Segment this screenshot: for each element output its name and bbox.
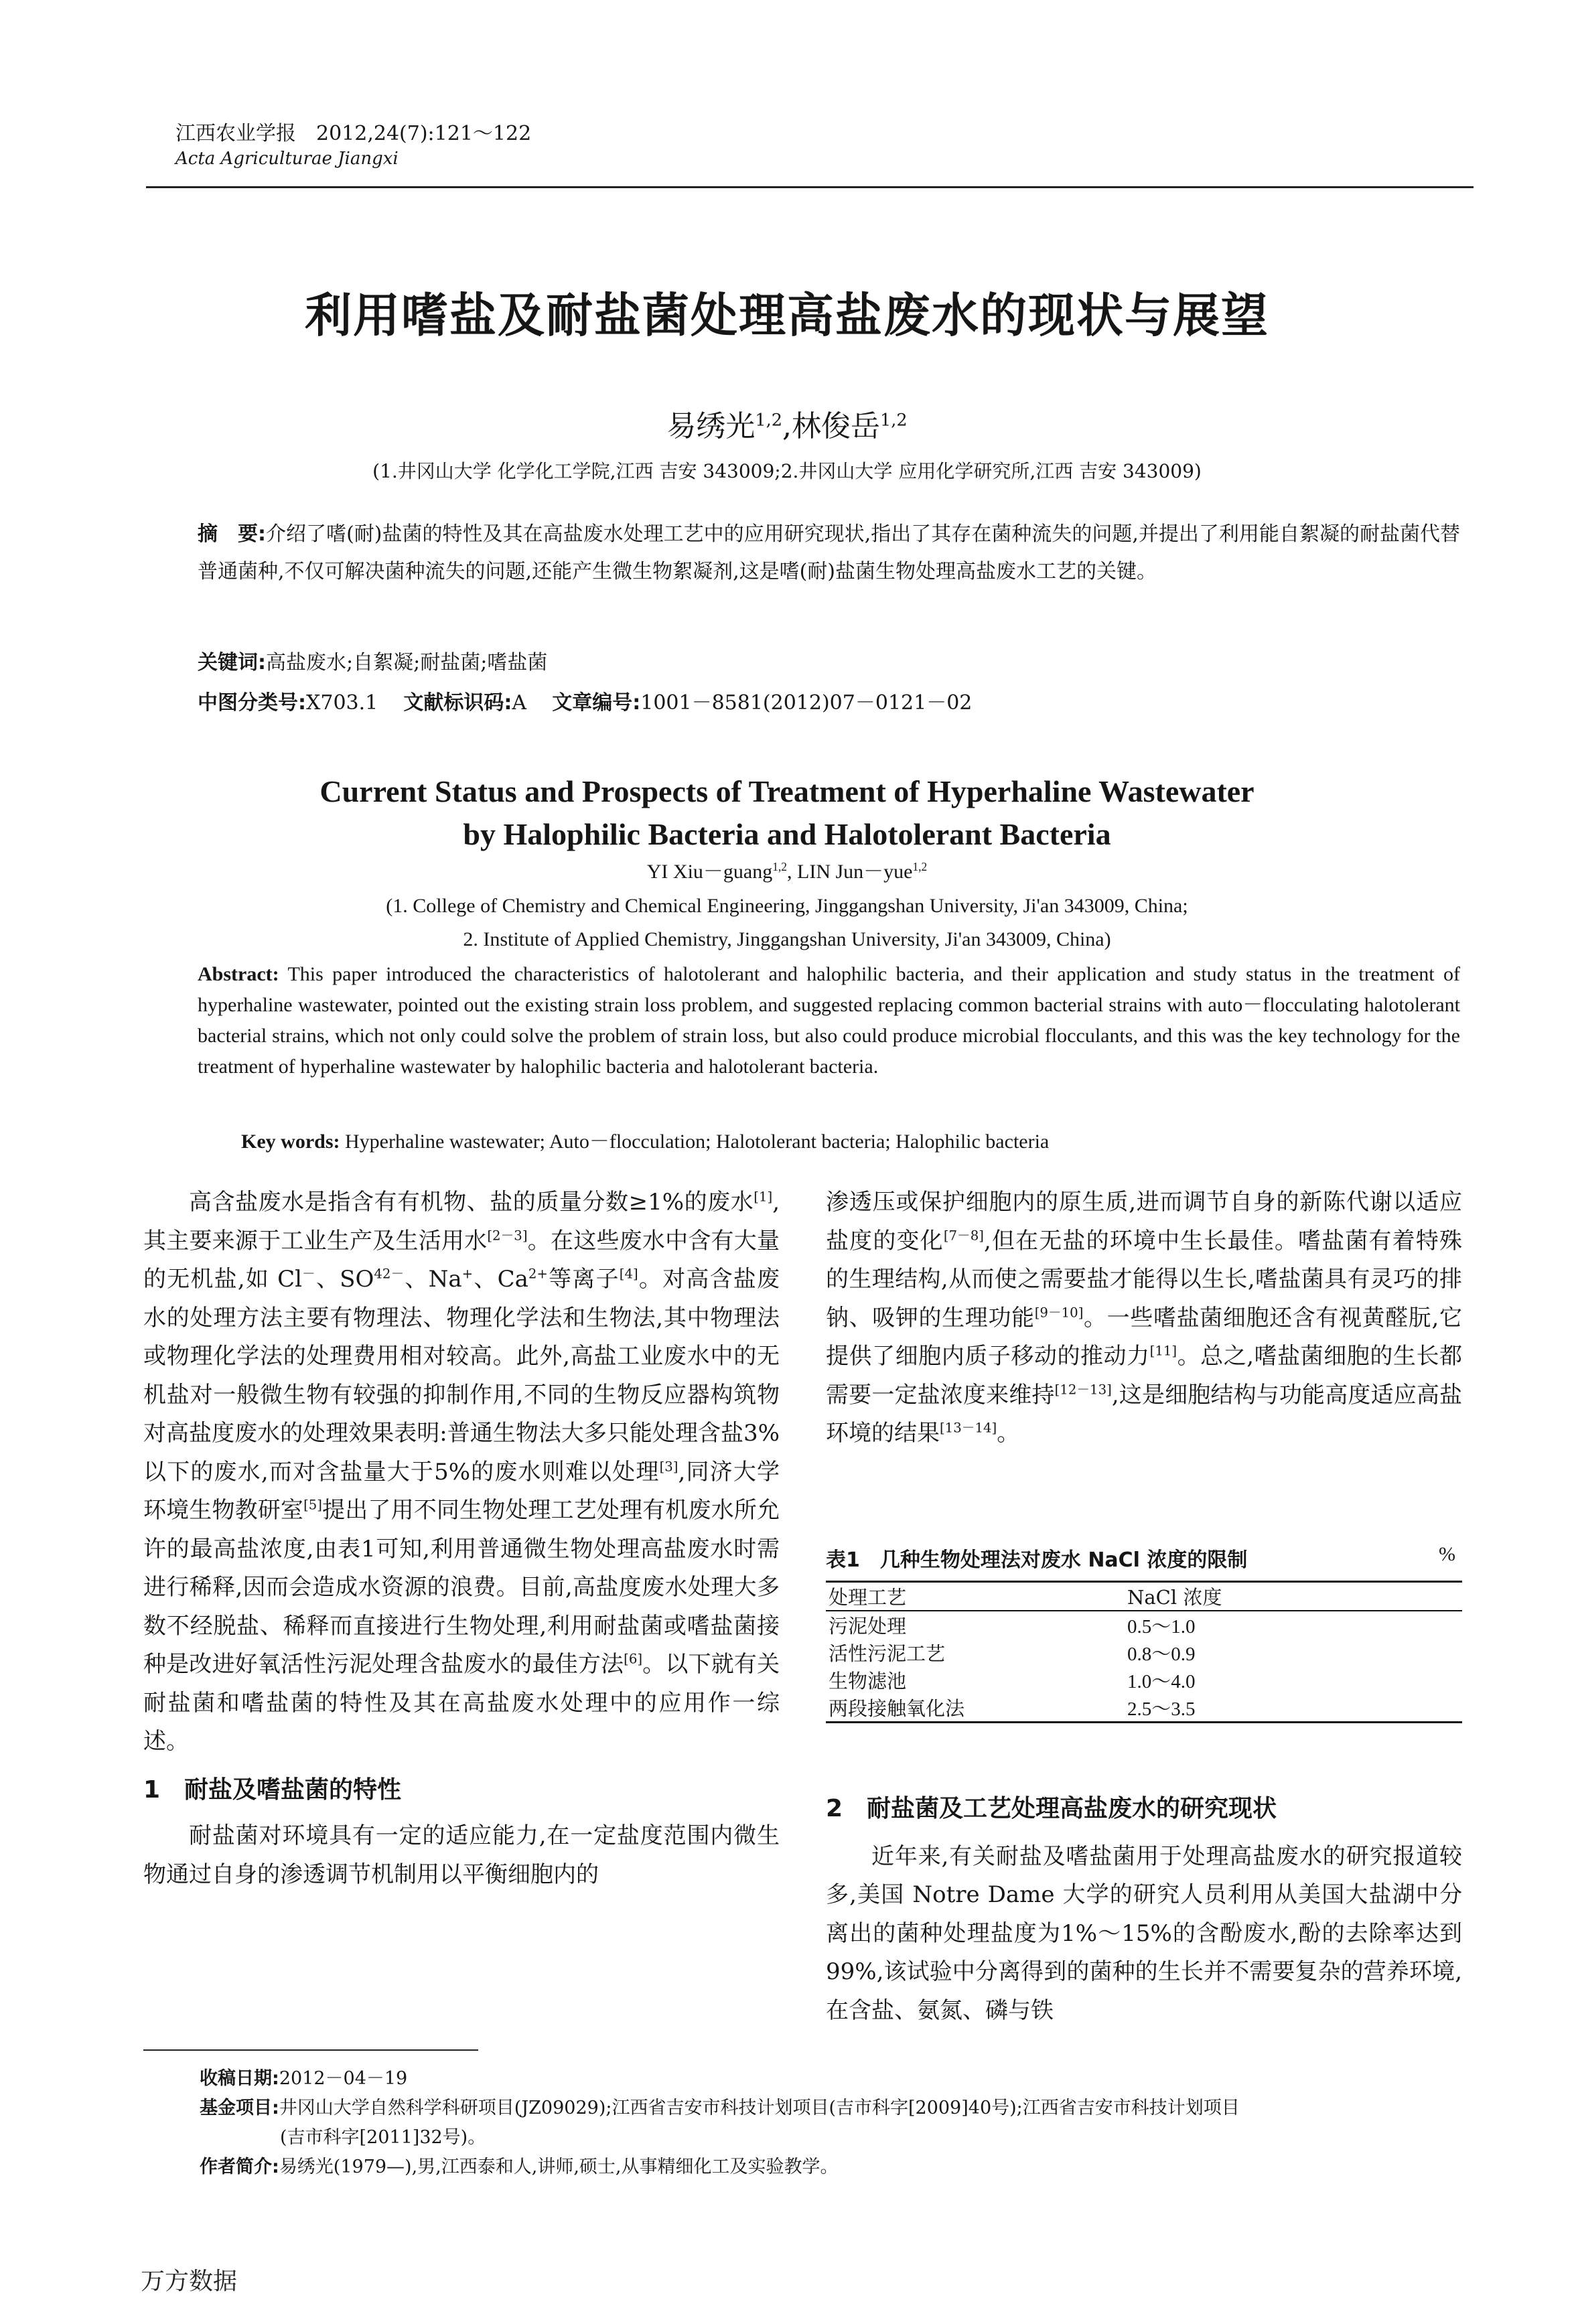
text-run: 。对高含盐废水的处理方法主要有物理法、物理化学法和生物法,其中物理法或物理化学法的处理费用相对较高。此外,高盐工业废水中的无机盐对一般微生物有较强的抑制作用,不同的生物反应器构筑物对高盐度废水的处理效果表明:普通生物法大多只能处理含盐3%以下的废水,而对含盐量大于5%的废水则难以处理: [143, 1266, 780, 1485]
paper-title-en: [0, 770, 1574, 856]
section-heading-2: 2 耐盐菌及工艺处理高盐废水的研究现状: [826, 1795, 1277, 1822]
table-unit: %: [1439, 1543, 1455, 1565]
citation-ref: [5]: [303, 1497, 322, 1513]
table-cell: 2.5～3.5: [1127, 1694, 1462, 1723]
citation-ref: [13－14]: [940, 1420, 997, 1436]
footnote-text: 井冈山大学自然科学科研项目(JZ09029);江西省吉安市科技计划项目(吉市科字[2009]40号);江西省吉安市科技计划项目: [279, 2098, 1240, 2118]
ion-charge: －: [302, 1266, 315, 1282]
clc-label: 中图分类号:: [198, 691, 306, 715]
text-run: 等离子: [547, 1266, 620, 1293]
body-paragraph: [826, 1183, 1462, 1453]
table-row: [826, 1611, 1462, 1639]
section-heading-1: 1 耐盐及嗜盐菌的特性: [143, 1775, 402, 1804]
author-name: 易绣光: [666, 409, 756, 443]
paper-title-cn: 利用嗜盐及耐盐菌处理高盐废水的现状与展望: [305, 288, 1269, 343]
abstract-en-text: This paper introduced the characteristics of halotolerant and halophilic bacteria, and their application and study status in the treatment of hyperhaline wastewater, pointed out the existing strain loss problem, and suggested replacing common bacterial strains with auto－flocculating halotolerant bacterial strains, which not only could solve the problem of strain loss, but also could produce microbial flocculants, and this was the key technology for the treatment of hyperhaline wastewater by halophilic bacteria and halotolerant bacteria.: [198, 963, 1460, 1078]
citation-ref: [1]: [754, 1189, 773, 1205]
text-run: 、SO: [315, 1266, 374, 1293]
text-run: 高含盐废水是指含有有机物、盐的质量分数≥1%的废水: [189, 1189, 754, 1216]
table-cell: 生物滤池: [829, 1670, 907, 1692]
body-paragraph: 耐盐菌对环境具有一定的适应能力,在一定盐度范围内微生物通过自身的渗透调节机制用以平衡细胞内的: [143, 1822, 780, 1888]
author-separator: ,: [787, 861, 797, 883]
table-cell: 1.0～4.0: [1127, 1671, 1196, 1692]
title-en-line: Current Status and Prospects of Treatment of Hyperhaline Wastewater: [319, 774, 1255, 808]
footnote-text: 易绣光(1979—),男,江西泰和人,讲师,硕士,从事精细化工及实验教学。: [279, 2157, 839, 2177]
clc-value: X703.1: [306, 691, 378, 715]
citation-ref: [9－10]: [1034, 1305, 1084, 1321]
text-run: ,这是细胞结构与功能高度适应高盐环境的结果: [826, 1381, 1463, 1447]
citation-ref: [7－8]: [943, 1228, 984, 1244]
footnote-author: [200, 2153, 1465, 2182]
abstract-cn: [198, 516, 1460, 591]
abstract-en-label: Abstract:: [198, 963, 279, 985]
keywords-en-text: Hyperhaline wastewater; Auto－flocculation; Halotolerant bacteria; Halophilic bacteria: [344, 1131, 1050, 1153]
text-run: ,但在无盐的环境中生长最佳。嗜盐菌有着特殊的生理结构,从而使之需要盐才能得以生长,嗜盐菌具有灵巧的排钠、吸钾的生理功能: [826, 1227, 1462, 1331]
section-2-block: [826, 1790, 1462, 2030]
table-caption-text: 表1 几种生物处理法对废水 NaCl 浓度的限制: [826, 1548, 1248, 1572]
formula-subscript: 4: [374, 1266, 382, 1282]
ion-charge: 2+: [528, 1266, 548, 1282]
author-affil-sup: 1,2: [755, 410, 782, 431]
table-cell: 0.5～1.0: [1127, 1616, 1196, 1638]
body-right-column: [826, 1183, 1462, 1453]
abstract-cn-text: 介绍了嗜(耐)盐菌的特性及其在高盐废水处理工艺中的应用研究现状,指出了其存在菌种流失的问题,并提出了利用能自絮凝的耐盐菌代替普通菌种,不仅可解决菌种流失的问题,还能产生微生物絮凝剂,这是嗜(耐)盐菌生物处理高盐废水工艺的关键。: [198, 522, 1461, 583]
affiliation-en: [0, 889, 1574, 956]
text-run: 。一些嗜盐菌细胞还含有视黄醛朊,它提供了细胞内质子移动的推动力: [826, 1304, 1463, 1370]
text-run: 。以下就有关耐盐菌和嗜盐菌的特性及其在高盐废水处理中的应用作一综述。: [143, 1651, 780, 1755]
citation-ref: [4]: [619, 1266, 638, 1282]
keywords-cn-text: 高盐废水;自絮凝;耐盐菌;嗜盐菌: [266, 651, 548, 674]
keywords-en: [241, 1127, 1049, 1157]
database-watermark: 万方数据: [141, 2268, 238, 2295]
author-separator: ,: [782, 409, 792, 443]
affiliation-en-line: 2. Institute of Applied Chemistry, Jinggangshan University, Ji'an 343009, China): [463, 928, 1111, 950]
table-header-cell: NaCl 浓度: [1127, 1582, 1462, 1611]
journal-name-en: Acta Agriculturae Jiangxi: [175, 149, 399, 169]
table-cell: 活性污泥工艺: [829, 1642, 946, 1665]
body-paragraph: [143, 1183, 780, 1761]
doc-code-value: A: [512, 691, 527, 715]
text-run: 。总之,嗜盐菌细胞的生长都需要一定盐浓度来维持: [826, 1343, 1462, 1408]
citation-ref: [12－13]: [1054, 1382, 1112, 1398]
footnote-label: 作者简介:: [200, 2157, 279, 2177]
article-no-value: 1001－8581(2012)07－0121－02: [640, 691, 973, 715]
text-run: 、Ca: [473, 1266, 528, 1293]
keywords-cn: [198, 644, 547, 682]
author-affil-sup: 1,2: [912, 860, 928, 873]
keywords-en-label: Key words:: [241, 1131, 340, 1153]
text-run: 、Na: [404, 1266, 462, 1293]
author-name: LIN Jun－yue: [797, 861, 913, 883]
citation-ref: [6]: [624, 1651, 643, 1667]
footnote-rule: [143, 2049, 478, 2051]
affiliation-en-line: (1. College of Chemistry and Chemical Engineering, Jinggangshan University, Ji'an 343009, China;: [386, 895, 1188, 917]
body-paragraph: 近年来,有关耐盐及嗜盐菌用于处理高盐废水的研究报道较多,美国 Notre Dame 大学的研究人员利用从美国大盐湖中分离出的菌种处理盐度为1%～15%的含酚废水,酚的去除率达到99%,该试验中分离得到的菌种的生长并不需要复杂的营养环境,在含盐、氨氮、磷与铁: [826, 1842, 1462, 2024]
text-run: 。在这些废水中含有大量的无机盐,如 Cl: [143, 1227, 780, 1293]
author-affil-sup: 1,2: [772, 860, 787, 873]
table-caption: [826, 1543, 1462, 1573]
table-header-cell: 处理工艺: [826, 1582, 1127, 1611]
header-rule: [146, 186, 1474, 188]
citation-ref: [2－3]: [487, 1228, 528, 1244]
table-row: [826, 1639, 1462, 1666]
text-run: 提出了用不同生物处理工艺处理有机废水所允许的最高盐浓度,由表1可知,利用普通微生物处理高盐废水时需进行稀释,因而会造成水资源的浪费。目前,高盐度废水处理大多数不经脱盐、稀释而直接进行生物处理,利用耐盐菌或嗜盐菌接种是改进好氧活性污泥处理含盐废水的最佳方法: [143, 1497, 780, 1678]
table-cell: 0.8～0.9: [1127, 1644, 1196, 1665]
footnote-label: 基金项目:: [200, 2098, 279, 2118]
footnote-received: [200, 2064, 1465, 2094]
ion-charge: 2－: [382, 1266, 405, 1282]
doc-code-label: 文献标识码:: [403, 691, 512, 715]
text-run: ,其主要来源于工业生产及生活用水: [143, 1189, 780, 1254]
citation-ref: [3]: [659, 1459, 678, 1475]
journal-name-cn: 江西农业学报 2012,24(7):121～122: [175, 122, 532, 145]
classification-line: [198, 684, 972, 722]
journal-header: [175, 121, 1461, 170]
table-row: [826, 1694, 1462, 1723]
footnote-fund: [200, 2094, 1465, 2123]
footnote-fund-cont: (吉市科字[2011]32号)。: [280, 2127, 486, 2148]
affiliation-cn: (1.井冈山大学 化学化工学院,江西 吉安 343009;2.井冈山大学 应用化学研究所,江西 吉安 343009): [372, 460, 1202, 482]
footnote-text: 2012－04－19: [279, 2068, 408, 2089]
authors-cn: [0, 402, 1574, 445]
footnotes: [200, 2064, 1465, 2182]
author-name: 林俊岳: [792, 409, 880, 443]
table-header-row: [826, 1582, 1462, 1611]
authors-en: [0, 855, 1574, 884]
ion-charge: +: [461, 1266, 474, 1282]
table-row: [826, 1666, 1462, 1694]
article-no-label: 文章编号:: [552, 691, 641, 715]
keywords-cn-label: 关键词:: [198, 651, 266, 674]
text-run: ,同济大学环境生物教研室: [143, 1458, 780, 1524]
text-run: 。: [997, 1420, 1020, 1447]
table-cell: 污泥处理: [829, 1615, 907, 1638]
text-run: 渗透压或保护细胞内的原生质,进而调节自身的新陈代谢以适应盐度的变化: [826, 1189, 1462, 1254]
table-cell: 两段接触氧化法: [826, 1694, 1127, 1723]
abstract-cn-label: 摘 要:: [198, 522, 267, 546]
footnote-label: 收稿日期:: [200, 2068, 279, 2089]
title-en-line: by Halophilic Bacteria and Halotolerant Bacteria: [463, 817, 1111, 851]
author-affil-sup: 1,2: [880, 410, 908, 431]
citation-ref: [11]: [1149, 1343, 1177, 1359]
data-table: [826, 1581, 1462, 1723]
author-name: YI Xiu－guang: [646, 861, 773, 883]
abstract-en: [198, 959, 1460, 1082]
body-left-column: [143, 1183, 780, 1894]
